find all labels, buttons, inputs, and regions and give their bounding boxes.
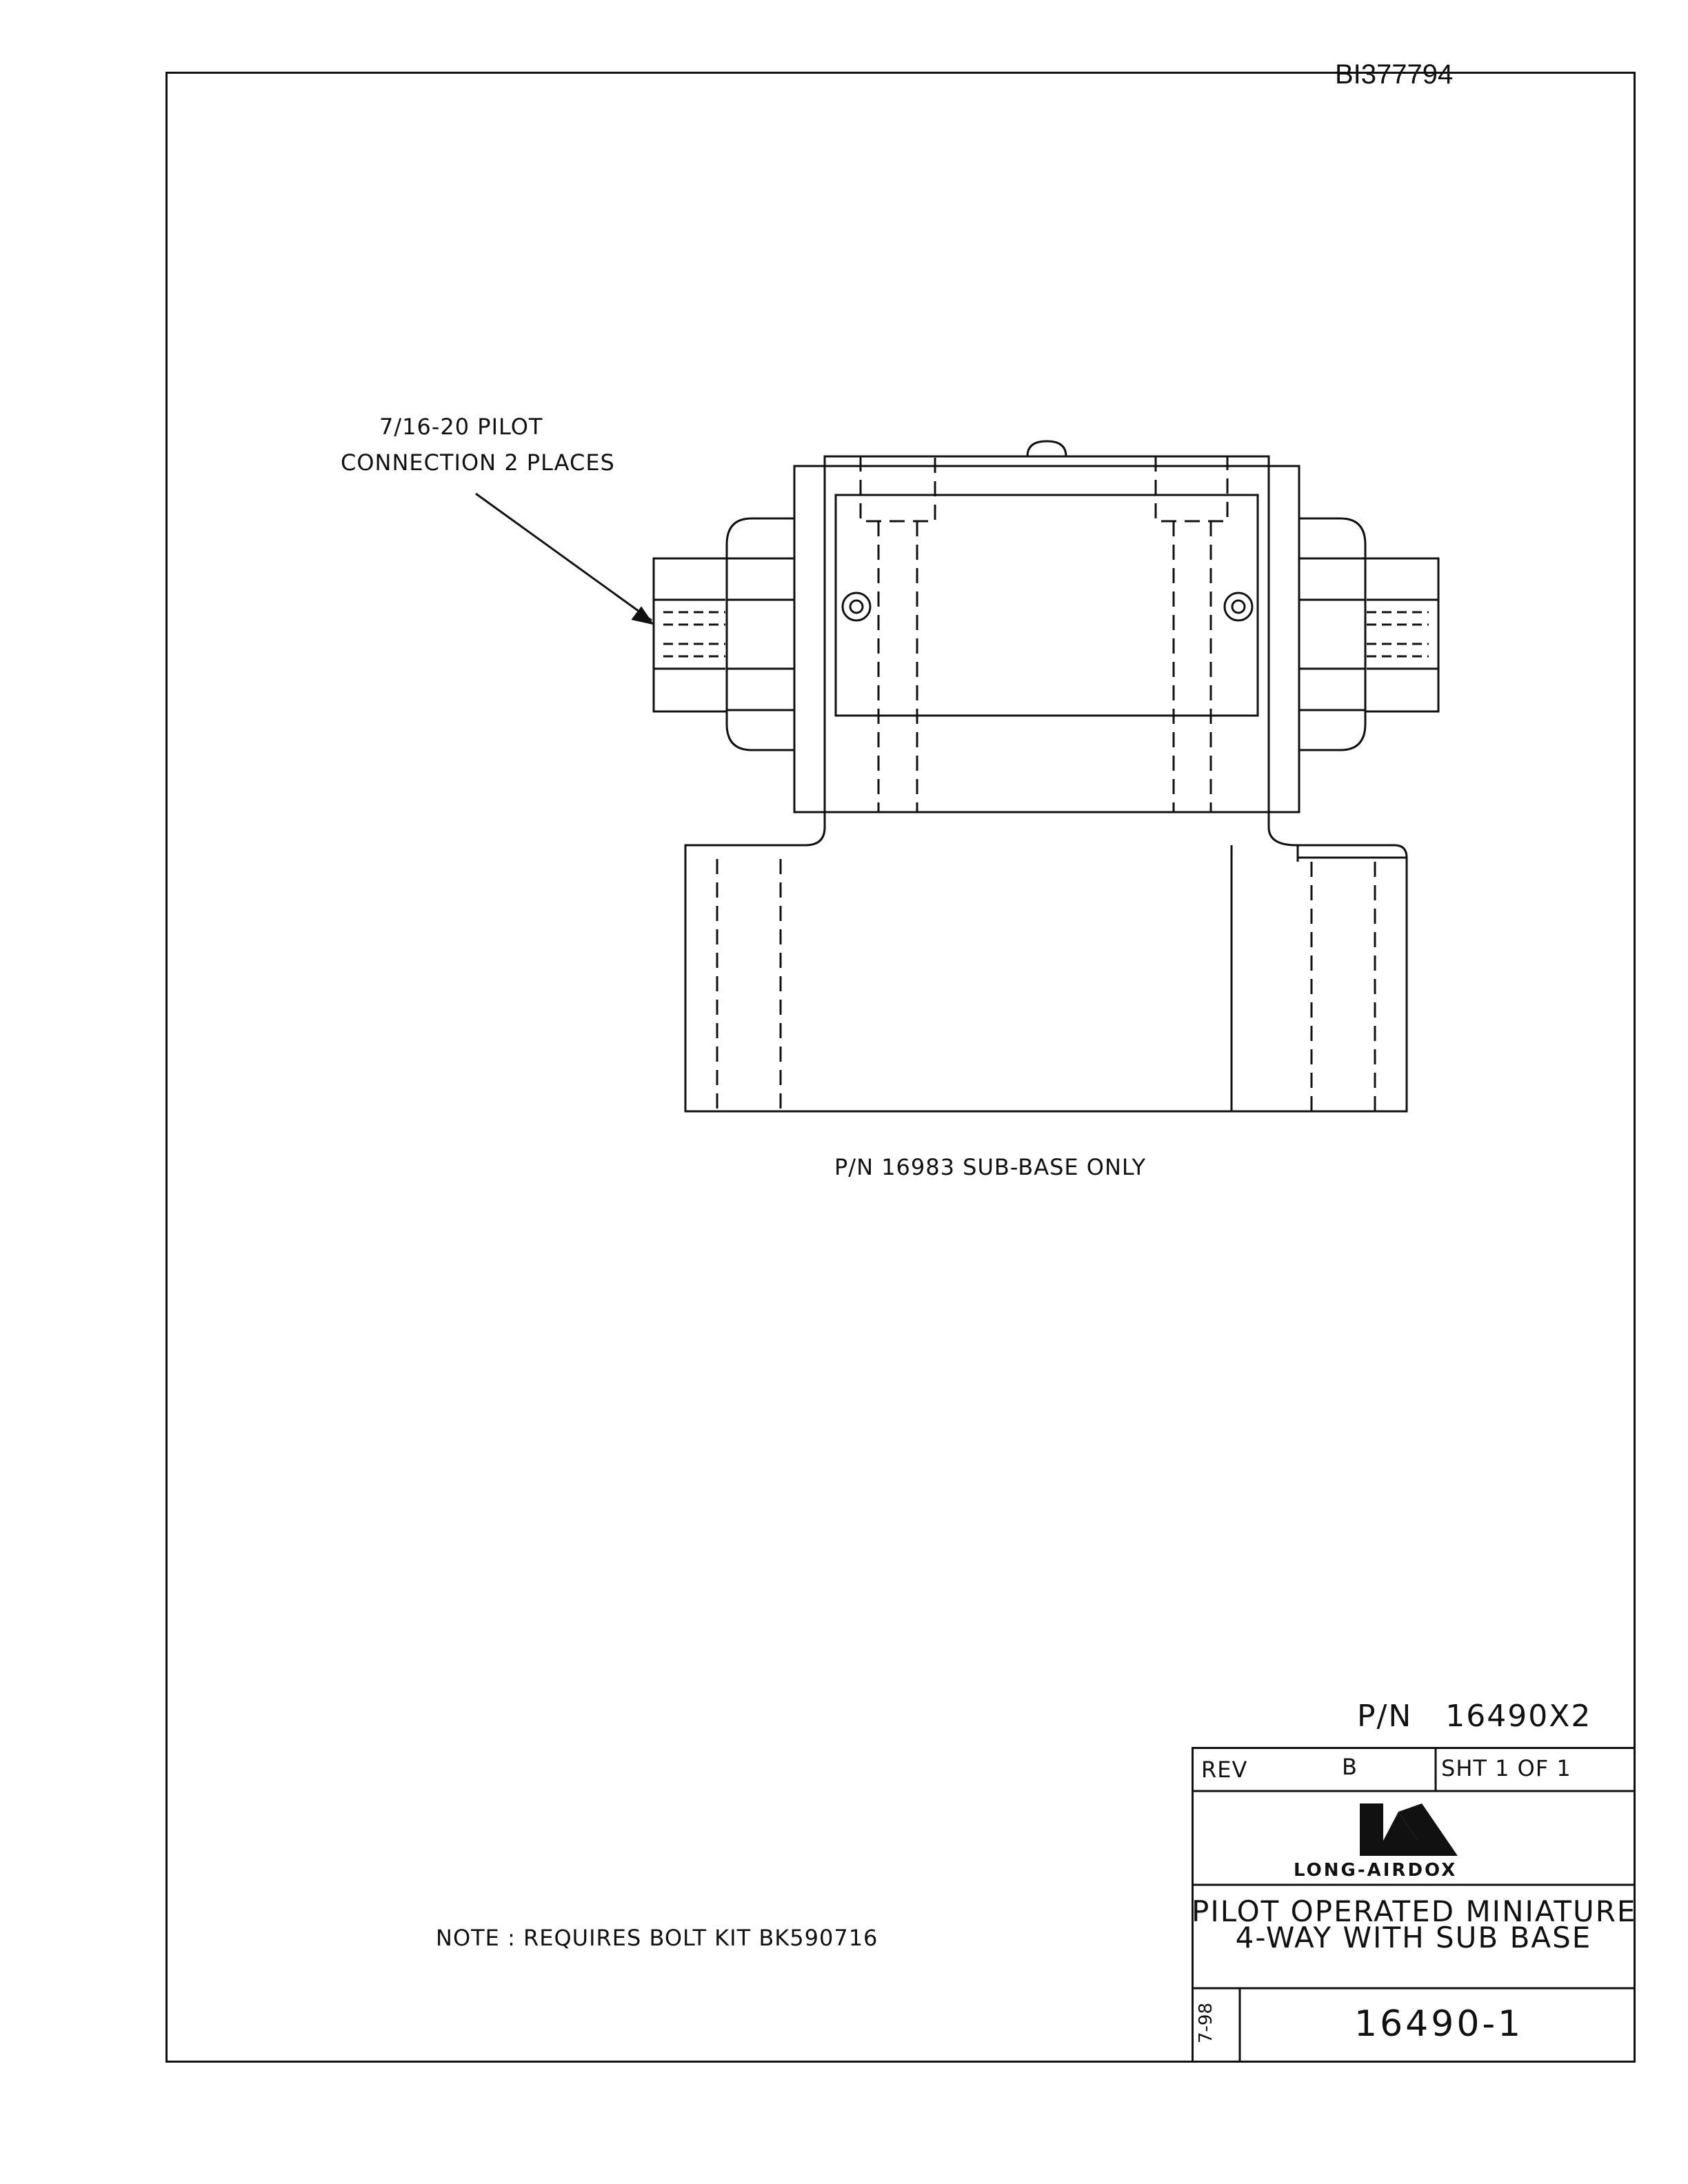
subbase-label: P/N 16983 SUB-BASE ONLY — [834, 1154, 1147, 1180]
rev-value: B — [1342, 1754, 1358, 1780]
left-pilot-connection — [654, 518, 794, 750]
document-id: BI377794 — [1335, 59, 1454, 90]
rev-label: REV — [1201, 1757, 1248, 1783]
description-line2: 4-WAY WITH SUB BASE — [1235, 1921, 1592, 1954]
drawing-number: 16490-1 — [1354, 2003, 1524, 2045]
part-number — [1357, 1699, 1591, 1734]
part-number-prefix: P/N — [1357, 1699, 1413, 1734]
sub-base — [685, 812, 1407, 1111]
sheet-count: SHT 1 OF 1 — [1441, 1755, 1571, 1781]
callout-leader-arrow — [476, 494, 652, 623]
title-block — [1192, 1747, 1636, 2063]
callout-line2: CONNECTION 2 PLACES — [341, 449, 615, 476]
drawing-date: 7-98 — [1196, 2002, 1216, 2043]
valve-hidden-lines — [861, 456, 1227, 812]
valve-body — [794, 441, 1299, 812]
sub-base-hidden-lines — [717, 859, 1375, 1111]
description-line1: PILOT OPERATED MINIATURE — [1192, 1894, 1637, 1928]
right-pilot-connection — [1299, 518, 1438, 750]
long-airdox-logo — [1357, 1801, 1460, 1859]
callout-line1: 7/16-20 PILOT — [379, 414, 543, 440]
bolt-kit-note: NOTE : REQUIRES BOLT KIT BK590716 — [436, 1925, 878, 1951]
screw-left — [843, 593, 870, 620]
company-name: LONG-AIRDOX — [1294, 1860, 1458, 1881]
part-number-value: 16490X2 — [1445, 1699, 1592, 1734]
screw-right — [1225, 593, 1252, 620]
